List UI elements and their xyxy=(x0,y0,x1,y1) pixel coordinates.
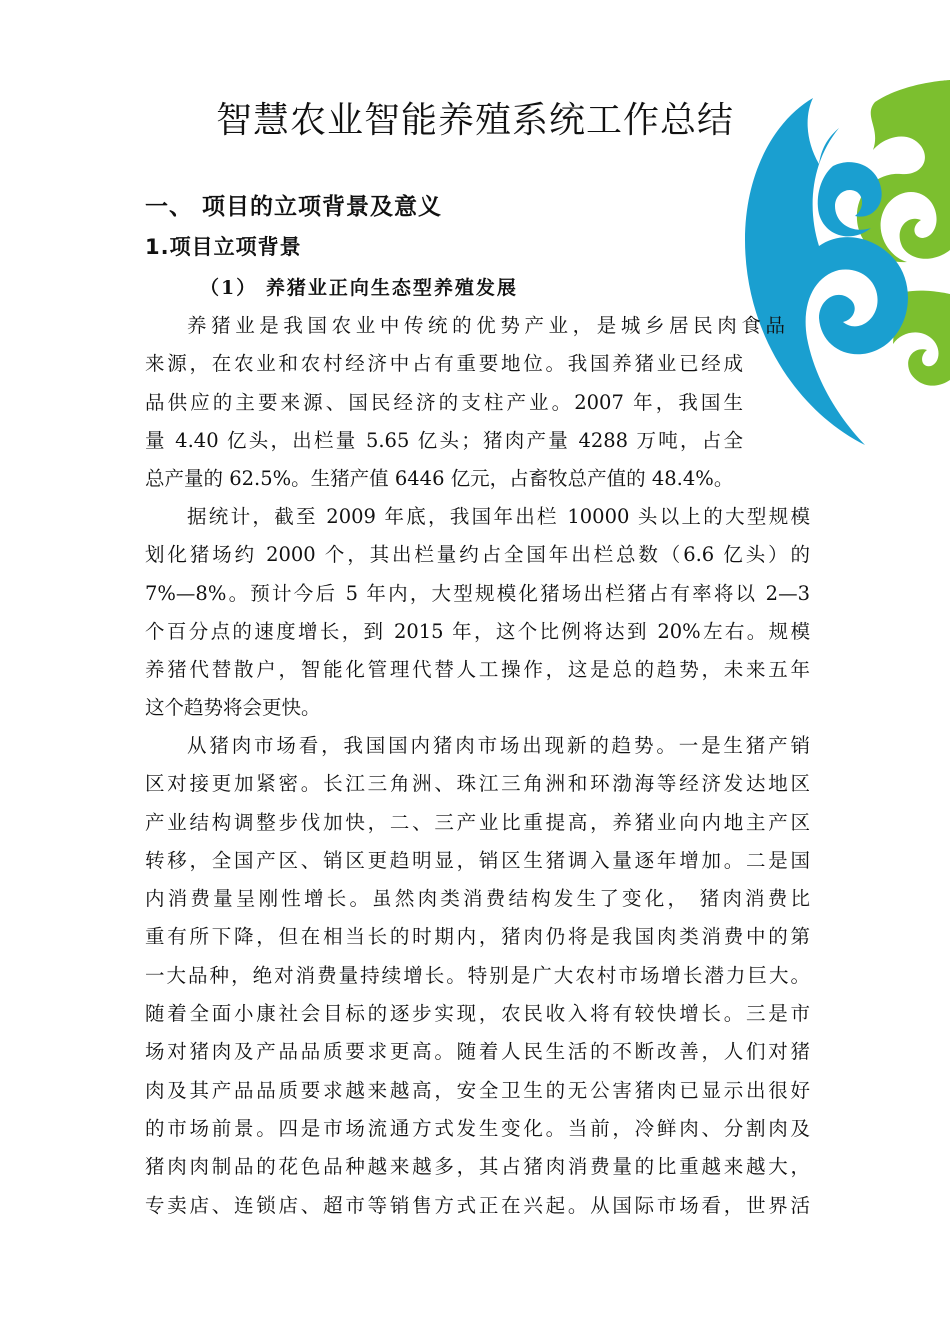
paragraph-1-line: 来源，在农业和农村经济中占有重要地位。我国养猪业已经成 xyxy=(145,352,743,376)
paragraph-3-line: 肉及其产品品质要求越来越高，安全卫生的无公害猪肉已显示出很好 xyxy=(145,1078,810,1102)
paragraph-2 xyxy=(145,498,810,728)
paragraph-2-line: 7%—8%。预计今后 5 年内，大型规模化猪场出栏猪占有率将以 2—3 xyxy=(145,581,810,605)
paragraph-1 xyxy=(145,307,810,498)
subsection-heading: 1.项目立项背景 xyxy=(145,235,302,259)
paragraph-2-line: 养猪代替散户，智能化管理代替人工操作，这是总的趋势，未来五年 xyxy=(145,658,810,682)
section-heading: 一、 项目的立项背景及意义 xyxy=(145,194,443,220)
paragraph-1-line: 品供应的主要来源、国民经济的支柱产业。2007 年，我国生 xyxy=(145,390,743,414)
paragraph-1-line: 量 4.40 亿头，出栏量 5.65 亿头；猪肉产量 4288 万吨，占全 xyxy=(145,428,743,452)
paragraph-3-line: 专卖店、连锁店、超市等销售方式正在兴起。从国际市场看，世界活 xyxy=(145,1193,810,1217)
paragraph-3-line: 从猪肉市场看，我国国内猪肉市场出现新的趋势。一是生猪产销 xyxy=(187,734,810,757)
document-title: 智慧农业智能养殖系统工作总结 xyxy=(215,100,734,141)
paragraph-3-line: 猪肉肉制品的花色品种越来越多，其占猪肉消费量的比重越来越大， xyxy=(145,1155,810,1179)
paragraph-3-line: 一大品种，绝对消费量持续增长。特别是广大农村市场增长潜力巨大。 xyxy=(145,963,810,987)
paragraph-2-line: 这个趋势将会更快。 xyxy=(145,696,321,720)
paragraph-3-line: 转移，全国产区、销区更趋明显，销区生猪调入量逐年增加。二是国 xyxy=(145,848,810,872)
paragraph-3-line: 随着全面小康社会目标的逐步实现，农民收入将有较快增长。三是市 xyxy=(145,1002,810,1026)
paragraph-3-line: 场对猪肉及产品品质要求更高。随着人民生活的不断改善，人们对猪 xyxy=(145,1040,810,1064)
paragraph-3-line: 的市场前景。四是市场流通方式发生变化。当前，冷鲜肉、分割肉及 xyxy=(145,1116,810,1140)
paragraph-1-line: 养猪业是我国农业中传统的优势产业，是城乡居民肉食品 xyxy=(187,314,785,337)
paragraph-3-line: 区对接更加紧密。长江三角洲、珠江三角洲和环渤海等经济发达地区 xyxy=(145,772,810,796)
paragraph-2-line: 个百分点的速度增长，到 2015 年，这个比例将达到 20%左右。规模 xyxy=(145,619,810,643)
paragraph-3-line: 内消费量呈刚性增长。虽然肉类消费结构发生了变化， 猪肉消费比 xyxy=(145,887,810,911)
paragraph-3 xyxy=(145,727,810,1225)
paragraph-2-line: 据统计，截至 2009 年底，我国年出栏 10000 头以上的大型规模 xyxy=(187,505,810,528)
paragraph-3-line: 产业结构调整步伐加快，二、三产业比重提高，养猪业向内地主产区 xyxy=(145,810,810,834)
paragraph-3-line: 重有所下降，但在相当长的时期内，猪肉仍将是我国肉类消费中的第 xyxy=(145,925,810,949)
paragraph-2-line: 划化猪场约 2000 个，其出栏量约占全国年出栏总数（6.6 亿头）的 xyxy=(145,543,810,567)
paragraph-1-line: 总产量的 62.5%。生猪产值 6446 亿元，占畜牧总产值的 48.4%。 xyxy=(145,467,734,491)
sub-subsection-heading: （1） 养猪业正向生态型养殖发展 xyxy=(200,277,518,299)
